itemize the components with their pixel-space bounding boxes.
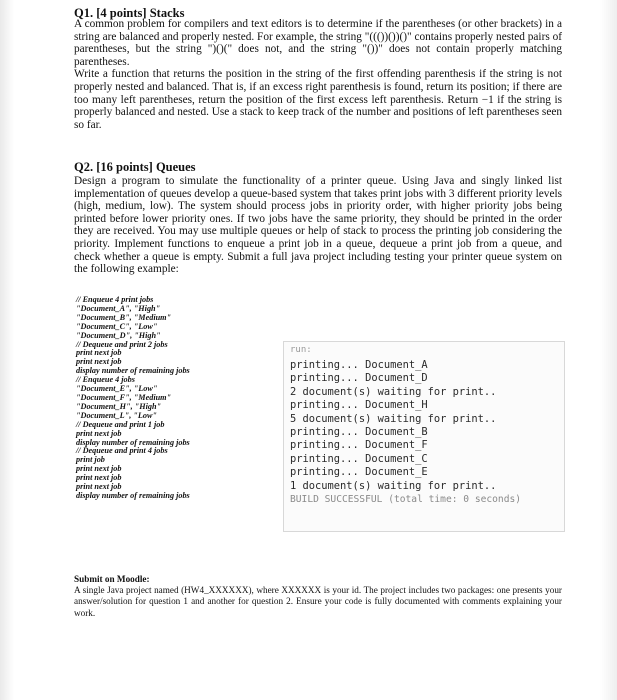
- example-line: print next job: [76, 428, 122, 438]
- run-output-line: printing... Document_H: [290, 399, 428, 412]
- run-output-line: 5 document(s) waiting for print..: [290, 412, 497, 425]
- submit-heading: Submit on Moodle:: [74, 574, 150, 584]
- q2-section: [74, 160, 562, 276]
- example-line: print next job: [76, 482, 122, 492]
- example-line: "Document_D", "High": [76, 330, 161, 340]
- run-output-line: printing... Document_B: [290, 426, 428, 439]
- example-line: "Document_A", "High": [76, 303, 161, 313]
- example-line: // Enqueue 4 print jobs: [76, 295, 154, 304]
- example-line: "Document_H", "High": [76, 401, 162, 411]
- example-line: print next job: [76, 348, 122, 358]
- submit-section: [74, 574, 562, 619]
- run-output-line: printing... Document_A: [290, 359, 428, 371]
- example-line: print job: [76, 455, 105, 465]
- q1-body: [74, 18, 562, 131]
- run-output-line: printing... Document_C: [290, 452, 428, 465]
- q1-paragraph-2: Write a function that returns the position in the string of the first offending parenthesis if the string is not properly nested and balanced. That is, if an excess right parenthesis is found, return its position; if there are too many left parentheses, return the position of the first excess left parenthesis. Return −1 if the string is properly balanced and nested. Use a stack to keep track of the number and positions of left parentheses seen so far.: [74, 68, 562, 131]
- run-output-line: printing... Document_D: [290, 372, 428, 385]
- example-line: "Document_F", "Medium": [76, 392, 172, 402]
- example-line: // Dequeue and print 2 jobs: [76, 339, 168, 349]
- example-line: // Enqueue 4 jobs: [76, 375, 135, 385]
- example-line: display number of remaining jobs: [76, 366, 190, 376]
- example-line: "Document_C", "Low": [76, 321, 158, 331]
- run-output-line: 2 document(s) waiting for print..: [290, 385, 497, 398]
- example-line: // Dequeue and print 4 jobs: [76, 446, 168, 456]
- q1-title: Q1. [4 points] Stacks: [74, 6, 185, 20]
- build-status: BUILD SUCCESSFUL (total time: 0 seconds): [290, 494, 522, 506]
- example-test-sequence: [76, 296, 286, 501]
- example-line: // Dequeue and print 1 job: [76, 419, 165, 429]
- example-line: "Document_E", "Low": [76, 384, 158, 394]
- q2-paragraph: Design a program to simulate the functionality of a printer queue. Using Java and singly linked list implementation of queues develop a queue-based system that takes print jobs with 3 different priority levels (high, medium, low). The system should process jobs in priority order, with higher priority jobs being printed before lower priority ones. If two jobs have the same priority, they should be printed in the order they are received. You may use multiple queues or help of stack to process the printing job considering the priority. Implement functions to enqueue a print job in a queue, dequeue a print job from a queue, and check whether a queue is empty. Submit a full java project including testing your printer queue system on the following example:: [74, 175, 562, 276]
- run-output-lines: [284, 359, 564, 493]
- example-line: print next job: [76, 464, 122, 474]
- example-line: display number of remaining jobs: [76, 490, 190, 500]
- q1-paragraph-1: A common problem for compilers and text editors is to determine if the parentheses (or other brackets) in a string are balanced and properly nested. For example, the string "((())())()" contains properly nested pairs of parentheses, but the string ")()(" does not, and the string "())" does not contain properly matching parentheses.: [74, 18, 562, 68]
- q2-title: Q2. [16 points] Queues: [74, 160, 196, 174]
- run-output-line: printing... Document_E: [290, 466, 428, 479]
- example-line: print next job: [76, 357, 122, 367]
- example-line: print next job: [76, 473, 122, 483]
- example-line: "Document_B", "Medium": [76, 312, 172, 322]
- example-line: "Document_L", "Low": [76, 410, 157, 420]
- run-output-line: 1 document(s) waiting for print..: [290, 479, 497, 492]
- run-output-line: printing... Document_F: [290, 439, 428, 452]
- example-line: display number of remaining jobs: [76, 437, 190, 447]
- run-header: run:: [290, 345, 312, 355]
- submit-paragraph: A single Java project named (HW4_XXXXXX), where XXXXXX is your id. The project includes two packages: one presents your answer/solution for question 1 and another for question 2. Ensure your code is fully documented with comments explaining your work.: [74, 585, 562, 618]
- run-output-panel: [283, 341, 565, 532]
